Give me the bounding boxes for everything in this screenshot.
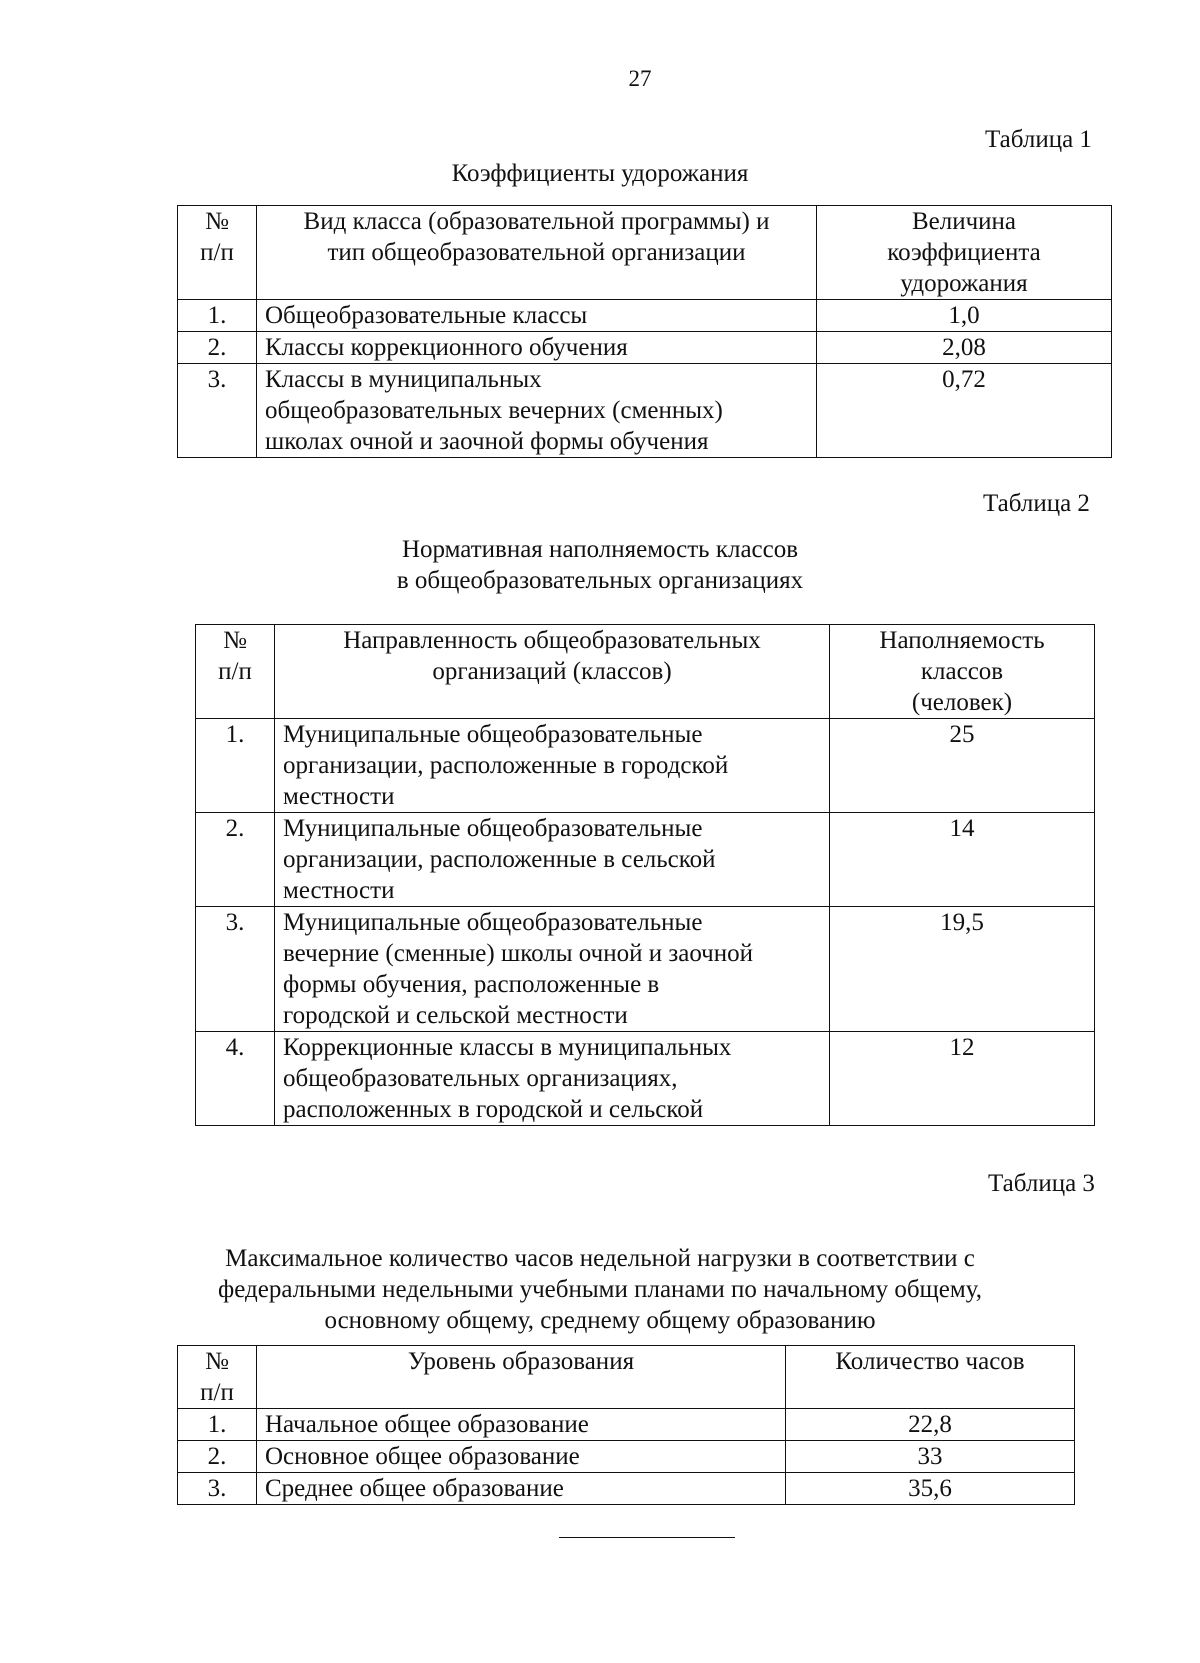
row-name-line: Общеобразовательные классы — [265, 302, 588, 329]
table-row — [178, 1473, 1075, 1505]
row-value: 1,0 — [817, 300, 1112, 332]
row-name-line: организации, расположенные в сельской — [283, 846, 716, 873]
row-name — [257, 1409, 786, 1441]
closing-rule — [559, 1537, 735, 1538]
header-num-cell — [178, 206, 257, 300]
row-name-line: Основное общее образование — [265, 1443, 580, 1470]
table-row — [196, 719, 1095, 813]
row-name-line: расположенных в городской и сельской — [283, 1096, 704, 1123]
row-name — [257, 332, 817, 364]
row-value: 12 — [830, 1032, 1095, 1126]
row-value: 33 — [786, 1441, 1075, 1473]
header-name-line: Направленность общеобразовательных — [343, 627, 761, 654]
table-row — [196, 813, 1095, 907]
header-value-cell — [817, 206, 1112, 300]
header-num-line: п/п — [218, 658, 252, 685]
row-name — [257, 364, 817, 458]
header-value-cell — [830, 625, 1095, 719]
row-name-line: общеобразовательных организациях, — [283, 1065, 678, 1092]
table3-header-row — [178, 1346, 1075, 1409]
header-value-line: Количество часов — [835, 1348, 1025, 1375]
header-name-cell — [257, 206, 817, 300]
row-name-line: городской и сельской местности — [283, 1002, 628, 1029]
table-row — [178, 300, 1112, 332]
row-name — [275, 813, 830, 907]
header-name-line: организаций (классов) — [432, 658, 672, 685]
table3-label: Таблица 3 — [988, 1170, 1095, 1197]
header-num-line: № — [205, 208, 229, 235]
row-value: 19,5 — [830, 907, 1095, 1032]
table1-header-row — [178, 206, 1112, 300]
table-row — [178, 1441, 1075, 1473]
header-num-cell — [178, 1346, 257, 1409]
table-row — [196, 907, 1095, 1032]
header-num-line: № — [223, 627, 247, 654]
header-value-line: (человек) — [911, 689, 1013, 716]
row-num: 4. — [196, 1032, 275, 1126]
table1-label: Таблица 1 — [985, 126, 1092, 153]
header-value-line: удорожания — [900, 270, 1028, 297]
table2-header-row — [196, 625, 1095, 719]
header-name-cell — [275, 625, 830, 719]
row-name-line: формы обучения, расположенные в — [283, 971, 660, 998]
header-num-line: № — [205, 1348, 229, 1375]
header-name-cell — [257, 1346, 786, 1409]
row-value: 35,6 — [786, 1473, 1075, 1505]
row-name — [257, 1473, 786, 1505]
row-name — [275, 1032, 830, 1126]
table2 — [195, 624, 1095, 1126]
table3 — [177, 1345, 1075, 1505]
row-num: 1. — [196, 719, 275, 813]
row-name-line: Классы коррекционного обучения — [265, 334, 628, 361]
table3-title-line: Максимальное количество часов недельной нагрузки в соответствии с — [225, 1245, 975, 1272]
row-name — [275, 719, 830, 813]
row-num: 3. — [196, 907, 275, 1032]
table2-title — [0, 534, 1200, 596]
row-name — [275, 907, 830, 1032]
row-name-line: Муниципальные общеобразовательные — [283, 815, 703, 842]
page-number: 27 — [628, 66, 652, 91]
row-num: 2. — [178, 332, 257, 364]
table-row — [178, 1409, 1075, 1441]
row-name-line: Коррекционные классы в муниципальных — [283, 1034, 732, 1061]
header-value-cell — [786, 1346, 1075, 1409]
row-num: 2. — [178, 1441, 257, 1473]
table-row — [178, 332, 1112, 364]
table2-label: Таблица 2 — [983, 490, 1090, 517]
header-name-line: тип общеобразовательной организации — [327, 239, 746, 266]
row-num: 3. — [178, 364, 257, 458]
row-value: 22,8 — [786, 1409, 1075, 1441]
row-name-line: организации, расположенные в городской — [283, 752, 729, 779]
header-value-line: коэффициента — [887, 239, 1041, 266]
table2-title-line: Нормативная наполняемость классов — [401, 536, 799, 563]
table1-title: Коэффициенты удорожания — [451, 160, 749, 187]
header-value-line: классов — [920, 658, 1004, 685]
header-num-line: п/п — [200, 239, 234, 266]
row-name-line: вечерние (сменные) школы очной и заочной — [283, 940, 754, 967]
table3-title-line: федеральными недельными учебными планами по начальному общему, — [218, 1276, 982, 1303]
row-name — [257, 1441, 786, 1473]
row-value: 14 — [830, 813, 1095, 907]
row-name-line: Классы в муниципальных — [265, 366, 542, 393]
table2-title-line: в общеобразовательных организациях — [396, 567, 804, 594]
row-num: 3. — [178, 1473, 257, 1505]
row-value: 0,72 — [817, 364, 1112, 458]
row-num: 2. — [196, 813, 275, 907]
row-name-line: местности — [283, 877, 395, 904]
header-num-line: п/п — [200, 1379, 234, 1406]
row-name — [257, 300, 817, 332]
header-name-line: Вид класса (образовательной программы) и — [303, 208, 770, 235]
row-name-line: местности — [283, 783, 395, 810]
row-name-line: Начальное общее образование — [265, 1411, 589, 1438]
header-value-line: Наполняемость — [879, 627, 1045, 654]
row-value: 2,08 — [817, 332, 1112, 364]
row-num: 1. — [178, 1409, 257, 1441]
row-value: 25 — [830, 719, 1095, 813]
table-row — [196, 1032, 1095, 1126]
table-row — [178, 364, 1112, 458]
row-name-line: общеобразовательных вечерних (сменных) — [265, 397, 723, 424]
row-name-line: Муниципальные общеобразовательные — [283, 909, 703, 936]
table3-title — [0, 1243, 1200, 1336]
header-num-cell — [196, 625, 275, 719]
row-name-line: школах очной и заочной формы обучения — [265, 428, 709, 455]
row-name-line: Муниципальные общеобразовательные — [283, 721, 703, 748]
header-value-line: Величина — [911, 208, 1017, 235]
table3-title-line: основному общему, среднему общему образованию — [324, 1307, 876, 1334]
header-name-line: Уровень образования — [407, 1348, 635, 1375]
row-name-line: Среднее общее образование — [265, 1475, 564, 1502]
row-num: 1. — [178, 300, 257, 332]
table1 — [177, 205, 1112, 458]
